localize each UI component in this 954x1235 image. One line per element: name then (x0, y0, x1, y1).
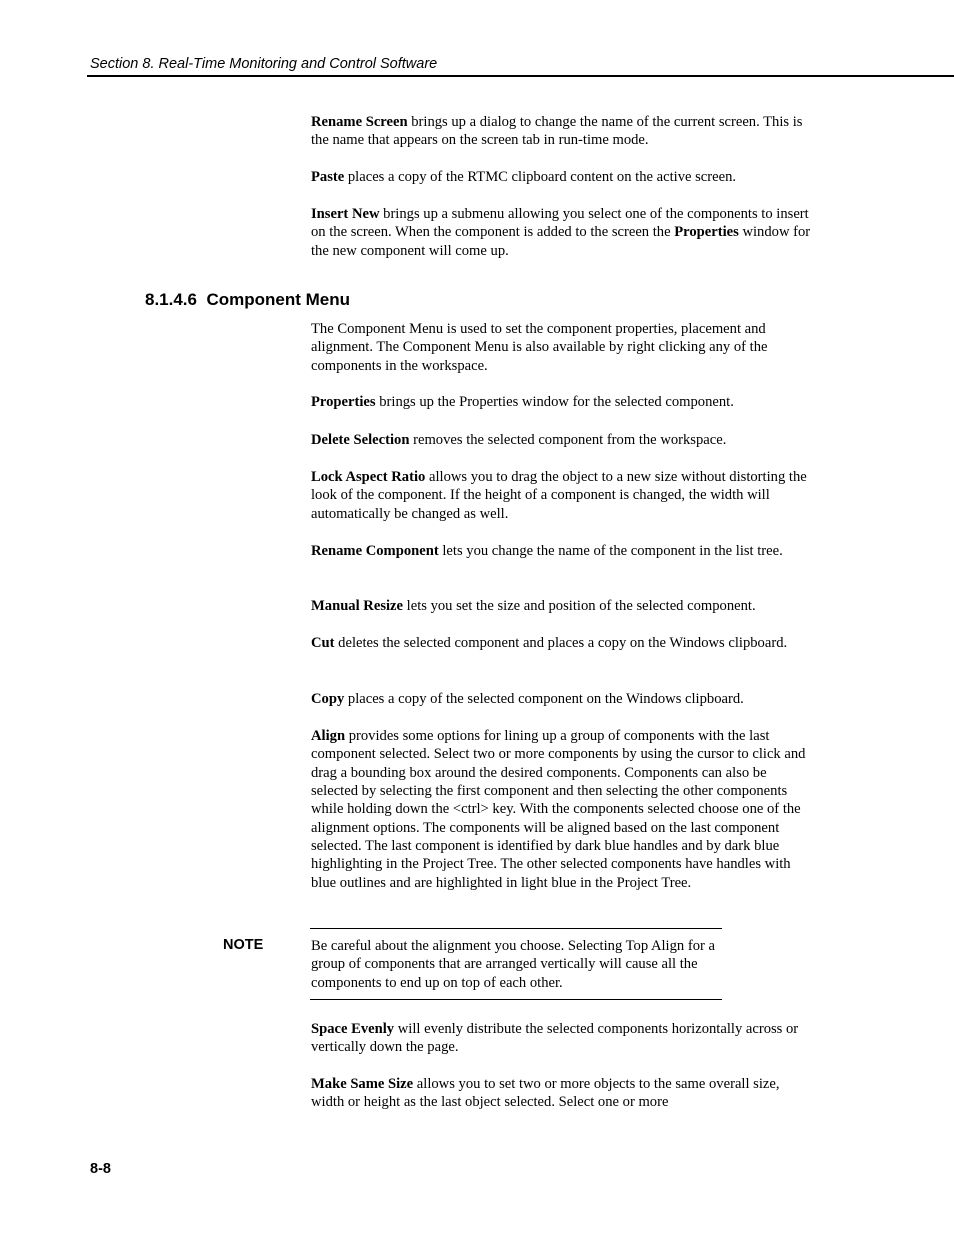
note-text: Be careful about the alignment you choose. Selecting Top Align for a group of components that are arranged vertically will cause all the components to end up on top of each other. (311, 938, 715, 991)
text-rename-component: lets you change the name of the component in the list tree. (438, 543, 783, 559)
paragraph-align (311, 727, 811, 892)
term-paste: Paste (311, 169, 345, 185)
section-title: Component Menu (206, 290, 350, 309)
term-copy: Copy (311, 691, 345, 707)
term-insert-new: Insert New (311, 206, 380, 222)
text-cut: deletes the selected component and places a copy on the Windows clipboard. (334, 635, 788, 651)
paragraph-properties (311, 393, 811, 411)
term-delete-selection: Delete Selection (311, 432, 410, 448)
text-space-evenly: will evenly distribute the selected components horizontally across or vertically down the page. (311, 1021, 799, 1056)
note-label: NOTE (223, 937, 264, 953)
term-properties: Properties (311, 394, 376, 410)
term-lock-aspect-ratio: Lock Aspect Ratio (311, 469, 426, 485)
text-copy: places a copy of the selected component on the Windows clipboard. (344, 691, 744, 707)
term-space-evenly: Space Evenly (311, 1021, 395, 1037)
text-properties-inline: window for the new component will come up. (311, 224, 811, 259)
header-title: Section 8. Real-Time Monitoring and Control Software (90, 56, 438, 72)
paragraph-space-evenly (311, 1020, 811, 1057)
paragraph-delete-selection (311, 431, 811, 449)
term-manual-resize: Manual Resize (311, 598, 404, 614)
text-rename-screen: brings up a dialog to change the name of the current screen. This is the name that appears on the screen tab in run-time mode. (311, 114, 803, 149)
text-lock-aspect-ratio: allows you to drag the object to a new size without distorting the look of the component. If the height of a component is changed, the width will automatically be changed as well. (311, 469, 807, 522)
term-make-same-size: Make Same Size (311, 1076, 414, 1092)
paragraph-paste (311, 168, 811, 186)
term-align: Align (311, 728, 346, 744)
page-number: 8-8 (90, 1161, 111, 1177)
text-manual-resize: lets you set the size and position of the selected component. (403, 598, 756, 614)
term-cut: Cut (311, 635, 335, 651)
paragraph-manual-resize (311, 597, 811, 615)
paragraph-cut (311, 634, 811, 652)
section-heading (145, 290, 350, 310)
header-rule (87, 75, 954, 77)
term-rename-component: Rename Component (311, 543, 439, 559)
section-number: 8.1.4.6 (145, 290, 197, 309)
term-rename-screen: Rename Screen (311, 114, 408, 130)
text-delete-selection: removes the selected component from the workspace. (409, 432, 727, 448)
paragraph-make-same-size (311, 1075, 811, 1112)
text-insert-new: brings up a submenu allowing you select one of the components to insert on the screen. When the component is added to the screen the (311, 206, 809, 241)
note-bottom-rule (310, 999, 722, 1000)
text-paste: places a copy of the RTMC clipboard content on the active screen. (344, 169, 737, 185)
term-properties-inline: Properties (674, 224, 739, 241)
paragraph-rename-screen (311, 113, 811, 150)
text-align: provides some options for lining up a group of components with the last component selected. Select two or more components by using the cursor to click and drag a bounding box around the desired components. Components can also be selected by selecting the first component and then selecting the other components while holding down the <ctrl> key. With the components selected choose one of the alignment options. The components will be aligned based on the last component selected. The last component is identified by dark blue handles and by dark blue highlighting in the Project Tree. The other selected components have handles with blue outlines and are highlighted in light blue in the Project Tree. (311, 728, 806, 891)
section-intro: The Component Menu is used to set the component properties, placement and alignment. The Component Menu is also available by right clicking any of the components in the workspace. (311, 321, 768, 374)
note-top-rule (310, 928, 722, 929)
paragraph-insert-new (311, 205, 811, 260)
text-properties: brings up the Properties window for the selected component. (375, 394, 734, 410)
text-make-same-size: allows you to set two or more objects to the same overall size, width or height as the last object selected. Select one or more (311, 1076, 780, 1111)
paragraph-rename-component (311, 542, 811, 560)
paragraph-copy (311, 690, 811, 708)
paragraph-lock-aspect-ratio (311, 468, 811, 523)
